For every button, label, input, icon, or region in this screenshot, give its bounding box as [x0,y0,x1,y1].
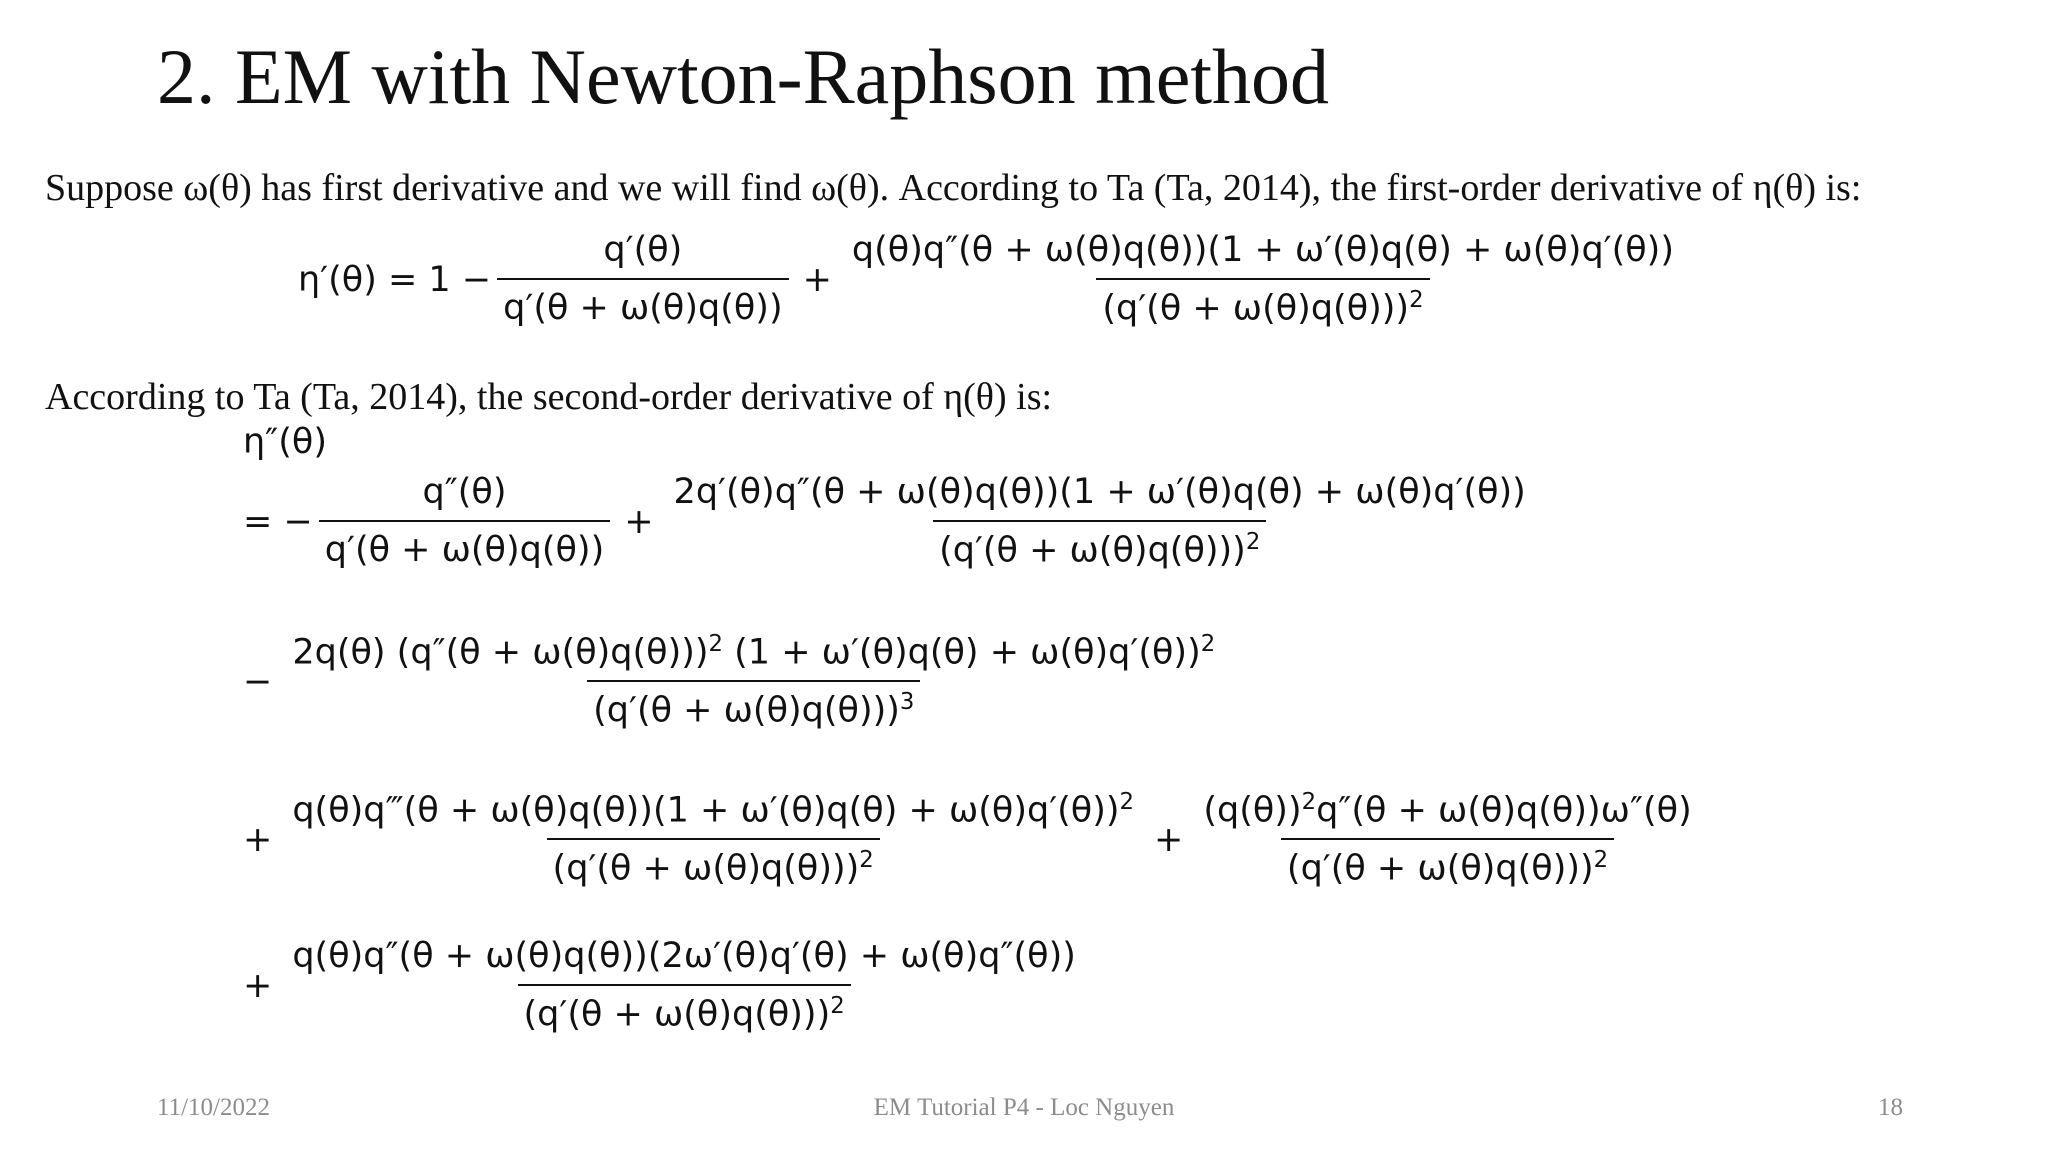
eq1-fraction-2-numerator: q(θ)q″(θ + ω(θ)q(θ))(1 + ω′(θ)q(θ) + ω(θ)q′(θ)) [851,230,1674,270]
eq2-line-4 [243,934,1088,1038]
eq2-line-3 [243,788,1704,892]
eq2-fraction-e-exponent: 2 [1593,847,1609,874]
first-derivative-equation [298,228,1686,332]
eq2-plus-4: + [243,965,273,1006]
eq2-fraction-c [286,630,1221,734]
eq2-fraction-b-denominator [933,520,1266,574]
eq2-lhs: η″(θ) [243,422,327,462]
eq2-fraction-c-numerator [286,630,1221,680]
intro-text: Suppose ω(θ) has first derivative and we will find ω(θ). According to Ta (Ta, 2014), the first-order derivative of η(θ) is: [45,167,1862,209]
eq2-fraction-b [668,470,1532,574]
eq2-fraction-e [1197,788,1697,892]
eq1-fraction-2-exponent: 2 [1409,286,1424,313]
eq1-fraction-2-denominator-base: (q′(θ + ω(θ)q(θ))) [1102,288,1410,329]
eq1-fraction-1 [497,228,788,331]
eq2-fraction-f-denominator-base: (q′(θ + ω(θ)q(θ))) [523,994,831,1035]
eq1-lhs: η′(θ) = 1 − [298,259,492,300]
eq2-fraction-d-denominator [547,838,880,892]
eq1-fraction-2-denominator [1096,278,1429,332]
eq2-fraction-e-denominator [1281,838,1614,892]
second-derivative-text: According to Ta (Ta, 2014), the second-order derivative of η(θ) is: [45,376,1053,418]
eq2-fraction-b-exponent: 2 [1245,528,1261,555]
eq2-fraction-d-numerator-base: q(θ)q‴(θ + ω(θ)q(θ))(1 + ω′(θ)q(θ) + ω(θ)q′(θ)) [292,790,1120,831]
eq2-fraction-f-exponent: 2 [830,992,845,1019]
eq2-line-1 [243,470,1538,574]
eq2-fraction-e-numerator-part-1: (q(θ)) [1203,790,1302,831]
eq2-fraction-c-numerator-exponent-2: 2 [1200,631,1216,657]
eq2-fraction-e-numerator-part-2: q″(θ + ω(θ)q(θ))ω″(θ) [1316,790,1692,831]
eq1-fraction-1-numerator: q′(θ) [603,230,683,271]
eq1-plus: + [802,259,832,300]
eq2-fraction-e-numerator [1197,788,1697,838]
eq2-fraction-c-denominator [587,680,920,734]
eq2-fraction-c-denominator-base: (q′(θ + ω(θ)q(θ))) [593,690,900,731]
eq2-fraction-d-exponent: 2 [859,847,874,874]
eq2-fraction-b-denominator-base: (q′(θ + ω(θ)q(θ))) [939,530,1246,571]
eq2-fraction-d-numerator-exponent: 2 [1119,789,1135,815]
eq2-fraction-c-numerator-exponent-1: 2 [708,631,724,657]
eq2-plus-3: + [1154,820,1184,861]
eq2-fraction-c-numerator-part-2: (1 + ω′(θ)q(θ) + ω(θ)q′(θ)) [723,632,1201,673]
eq2-line-2 [243,630,1227,734]
eq2-fraction-d-denominator-base: (q′(θ + ω(θ)q(θ))) [552,848,860,889]
slide-title: 2. EM with Newton-Raphson method [157,33,1330,120]
footer-title: EM Tutorial P4 - Loc Nguyen [873,1094,1175,1121]
eq2-fraction-b-numerator: 2q′(θ)q″(θ + ω(θ)q(θ))(1 + ω′(θ)q(θ) + ω(θ)q′(θ)) [673,472,1526,512]
eq2-plus-2: + [243,820,273,861]
eq2-minus: − [243,662,273,703]
footer-date: 11/10/2022 [157,1094,270,1121]
eq2-fraction-f-numerator: q(θ)q″(θ + ω(θ)q(θ))(2ω′(θ)q′(θ) + ω(θ)q″(θ)) [292,936,1076,976]
eq2-fraction-e-denominator-base: (q′(θ + ω(θ)q(θ))) [1286,848,1594,889]
eq2-fraction-d-numerator [286,788,1140,838]
eq2-fraction-c-exponent: 3 [899,689,915,716]
eq2-fraction-f-denominator [518,984,851,1038]
eq2-fraction-d [286,788,1140,892]
eq2-fraction-e-numerator-exponent: 2 [1301,789,1317,815]
eq2-fraction-a-numerator: q″(θ) [422,472,507,513]
eq2-fraction-a [319,470,610,573]
eq2-fraction-a-denominator: q′(θ + ω(θ)q(θ)) [319,520,610,574]
eq2-plus-1: + [624,501,654,542]
footer-page-number: 18 [1878,1094,1903,1121]
eq1-fraction-1-denominator: q′(θ + ω(θ)q(θ)) [497,278,788,332]
eq2-equals-minus: = − [243,501,313,542]
eq1-fraction-2 [846,228,1680,332]
eq2-fraction-c-numerator-part-1: 2q(θ) (q″(θ + ω(θ)q(θ))) [292,632,709,673]
eq2-fraction-f [286,934,1082,1038]
